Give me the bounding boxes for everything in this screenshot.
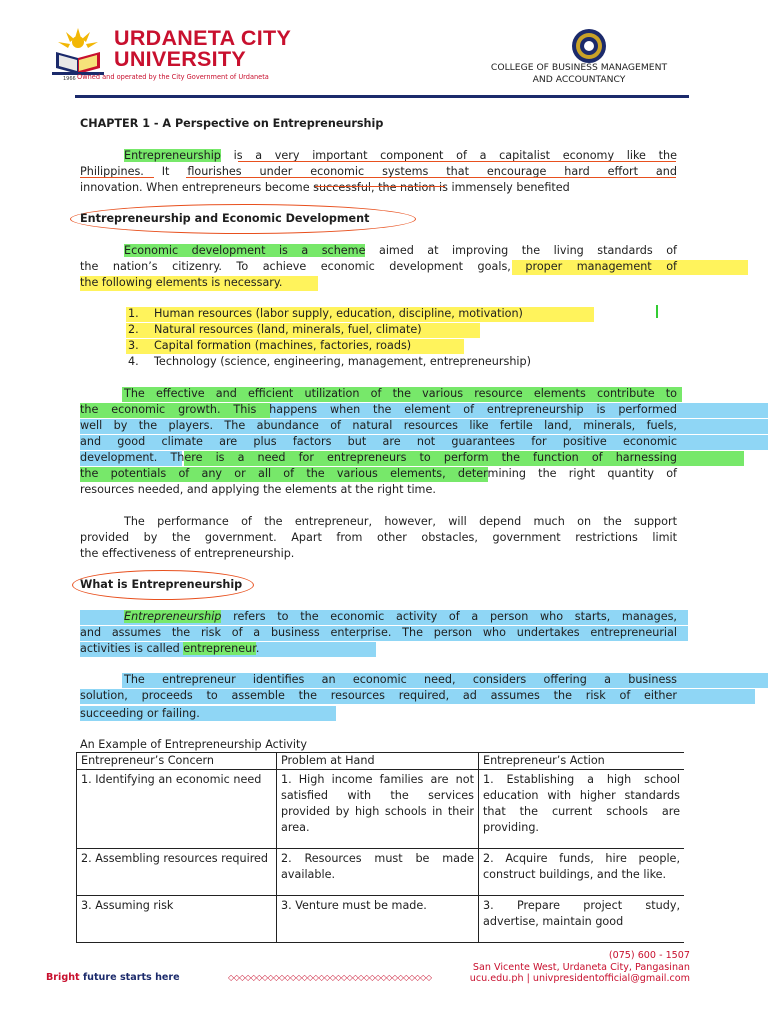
- resource-elements-list: [128, 306, 531, 370]
- term-highlight: Entrepreneurship: [124, 149, 221, 162]
- list-item: 1. Human resources (labor supply, education, discipline, motivation): [128, 307, 523, 320]
- econ-para-line-1: Economic development is a scheme aimed at improving the living standards of: [124, 244, 677, 257]
- table-row: [77, 896, 685, 943]
- table-cell: 1. High income families are not satisfied with the services provided by high schools in their area.: [277, 770, 479, 849]
- definition-line-3: activities is called entrepreneur.: [80, 642, 260, 655]
- econ-para-line-3: the following elements is necessary.: [80, 276, 283, 289]
- table-cell: 1. Establishing a high school education with higher standards that the current schools are providing.: [479, 770, 685, 849]
- university-tagline: Owned and operated by the City Government of Urdaneta: [77, 73, 269, 81]
- cursor-mark: [656, 305, 658, 318]
- table-cell: 2. Acquire funds, hire people, construct buildings, and the like.: [479, 849, 685, 896]
- pen-underline: [315, 186, 445, 187]
- definition-line-2: and assumes the risk of a business enterprise. The person who undertakes entrepreneurial: [80, 626, 677, 639]
- table-caption: An Example of Entrepreneurship Activity: [80, 738, 308, 751]
- header-divider: [75, 95, 689, 98]
- pen-underline: [80, 177, 154, 178]
- econ-para-line-2: the nation’s citizenry. To achieve economic development goals, proper management of: [80, 260, 677, 273]
- table-cell: 2. Assembling resources required: [77, 849, 277, 896]
- econ-para-3: The performance of the entrepreneur, however, will depend much on the support provided by the government. Apart from other obstacles, government restrictions limit the effectiveness of entrepreneurship.: [80, 515, 677, 560]
- intro-line-3: innovation. When entrepreneurs become successful, the nation is immensely benefited: [80, 181, 570, 194]
- definition-line-1: Entrepreneurship refers to the economic activity of a person who starts, manages,: [124, 610, 677, 623]
- table-cell: 2. Resources must be made available.: [277, 849, 479, 896]
- pen-underline: [186, 177, 676, 178]
- section-heading-economic-development: Entrepreneurship and Economic Development: [80, 212, 370, 225]
- footer-address: San Vicente West, Urdaneta City, Pangasinan: [472, 961, 690, 973]
- college-name: COLLEGE OF BUSINESS MANAGEMENT AND ACCOUNTANCY: [490, 62, 668, 85]
- footer-web: ucu.edu.ph | univpresidentofficial@gmail.com: [469, 973, 690, 984]
- list-item: 4. Technology (science, engineering, management, entrepreneurship): [128, 355, 531, 368]
- pen-underline: [238, 161, 676, 162]
- column-header: Entrepreneur’s Concern: [77, 753, 277, 770]
- econ-para-2: The effective and efficient utilization of the various resource elements contribute to the economic growth. This happens when the element of entrepreneurship is performed well by the players. The abundance of natural resources like fertile land, minerals, fuels, and good climate are plus factors but are not guarantees for positive economic development. There is a need for entrepreneurs to perform the function of harnessing the potentials of any or all of the various elements, determining the right quantity of resources needed, and applying the elements at the right time.: [80, 387, 677, 496]
- footer-contact: [440, 950, 690, 985]
- table-cell: 3. Prepare project study, advertise, maintain good: [479, 896, 685, 943]
- college-seal-icon: [571, 28, 607, 64]
- college-seal: [571, 28, 607, 64]
- list-item: 3. Capital formation (machines, factories, roads): [128, 339, 412, 352]
- section-heading-what-is-entrepreneurship: What is Entrepreneurship: [80, 578, 243, 591]
- table-header-row: [77, 753, 685, 770]
- column-header: Entrepreneur’s Action: [479, 753, 685, 770]
- table-cell: 1. Identifying an economic need: [77, 770, 277, 849]
- list-item: 2. Natural resources (land, minerals, fuel, climate): [128, 323, 422, 336]
- table-cell: 3. Assuming risk: [77, 896, 277, 943]
- footer-ornament: ◇◇◇◇◇◇◇◇◇◇◇◇◇◇◇◇◇◇◇◇◇◇◇◇◇◇◇◇◇◇◇◇◇◇◇◇: [228, 973, 432, 982]
- footer-phone: (075) 600 - 1507: [608, 950, 690, 961]
- activity-table: [76, 752, 684, 944]
- column-header: Problem at Hand: [277, 753, 479, 770]
- table-row: [77, 770, 685, 849]
- entrepreneur-para: The entrepreneur identifies an economic need, considers offering a business solution, proceeds to assemble the resources required, ad assumes the risk of either succeeding or failing.: [80, 673, 677, 720]
- intro-line-2: Philippines. It flourishes under economic systems that encourage hard effort and: [80, 165, 677, 178]
- footer-slogan: Bright future starts here: [46, 972, 180, 983]
- founding-year: 1966: [63, 76, 76, 82]
- chapter-title: CHAPTER 1 - A Perspective on Entrepreneurship: [80, 117, 384, 130]
- table-row: [77, 849, 685, 896]
- university-name: URDANETA CITY UNIVERSITY: [114, 26, 292, 71]
- table-cell: 3. Venture must be made.: [277, 896, 479, 943]
- intro-line-1: Entrepreneurship is a very important component of a capitalist economy like the: [124, 149, 677, 162]
